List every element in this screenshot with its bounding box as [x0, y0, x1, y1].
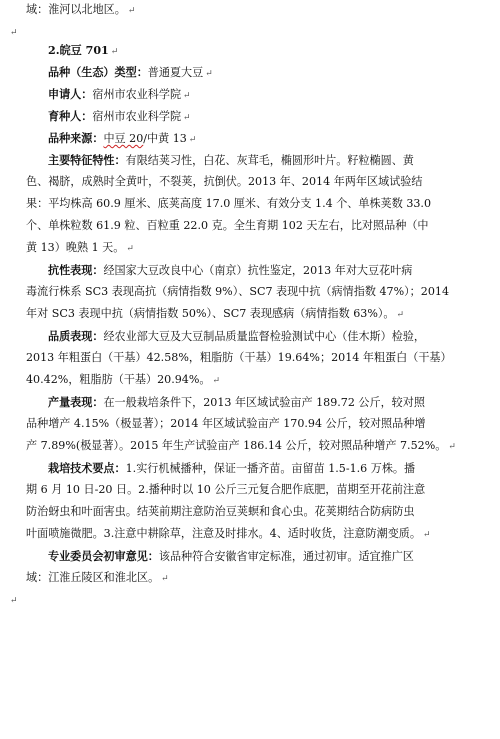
cultivation-line-1: 栽培技术要点：1.实行机械播种，保证一播齐苗。亩留苗 1.5-1.6 万株。播 [48, 461, 416, 475]
quality-line-1: 品质表现：经农业部大豆及大豆制品质量监督检验测试中心（佳木斯）检验， [48, 329, 425, 343]
opinion-line-2: 域：江淮丘陵区和淮北区。 ↵ [26, 571, 169, 584]
line-break-mark: ↵ [9, 28, 18, 38]
traits-line-1: 主要特征特性：有限结荚习性，白花、灰茸毛，椭圆形叶片。籽粒椭圆、黄 [48, 153, 414, 167]
breed-type-value: 普通夏大豆 [147, 66, 204, 79]
resistance-line-2: 毒流行株系 SC3 表现高抗（病情指数 9%）、SC7 表现中抗（病情指数 47%）；2014 [26, 285, 450, 298]
opinion-label: 专业委员会初审意见： [48, 549, 159, 563]
empty-line [8, 592, 496, 609]
yield-line-2: 品种增产 4.15%（极显著）；2014 年区域试验亩产 170.94 公斤，较对照品种增 [26, 417, 426, 430]
source-row: 品种来源：中豆 20/中黄 13 ↵ [48, 131, 197, 145]
text-line [26, 2, 496, 19]
cultivation-line-2: 期 6 月 10 日-20 日。2.播种时以 10 公斤三元复合肥作底肥，苗期至开花前注意 [26, 483, 426, 496]
quality-line-2: 2013 年粗蛋白（干基）42.58%，粗脂肪（干基）19.64%；2014 年粗蛋白（干基） [26, 351, 452, 364]
quality-line-3: 40.42%，粗脂肪（干基）20.94%。 ↵ [26, 373, 220, 386]
breed-type-label: 品种（生态）类型： [48, 65, 148, 79]
source-label: 品种来源： [48, 131, 104, 145]
line-break-mark: ↵ [9, 596, 18, 606]
traits-line-4: 个、单株粒数 61.9 粒、百粒重 22.0 克。全生育期 102 天左右，比对照品种（中 [26, 219, 429, 232]
breed-type-row: 品种（生态）类型：普通夏大豆 ↵ [48, 65, 213, 79]
quality-label: 品质表现： [48, 329, 104, 343]
breeder-label: 育种人： [48, 109, 93, 123]
cultivation-line-4: 叶面喷施微肥。3.注意中耕除草，注意及时排水。4、适时收货，注意防潮变质。 ↵ [26, 527, 431, 540]
resistance-line-3: 年对 SC3 表现中抗（病情指数 50%）、SC7 表现感病（病情指数 63%）。 ↵ [26, 307, 404, 320]
yield-line-3: 产 7.89%(极显著）。2015 年生产试验亩产 186.14 公斤，较对照品种增产 7.52%。 ↵ [26, 439, 456, 452]
yield-label: 产量表现： [48, 395, 104, 409]
breeder-row: 育种人：宿州市农业科学院 ↵ [48, 109, 191, 123]
opinion-line-1: 专业委员会初审意见：该品种符合安徽省审定标准，通过初审。适宜推广区 [48, 549, 414, 563]
traits-line-2: 色、褐脐，成熟时全黄叶，不裂荚，抗倒伏。2013 年、2014 年两年区域试验结 [26, 175, 423, 188]
applicant-label: 申请人： [48, 87, 93, 101]
yield-line-1: 产量表现：在一般栽培条件下，2013 年区域试验亩产 189.72 公斤，较对照 [48, 395, 425, 409]
region-text: 域：淮河以北地区。 [26, 3, 126, 16]
applicant-row: 申请人：宿州市农业科学院 ↵ [48, 87, 191, 101]
line-break-mark: ↵ [127, 6, 136, 16]
traits-label: 主要特征特性： [48, 153, 126, 167]
cultivation-line-3: 防治蚜虫和叶面害虫。结荚前期注意防治豆荚螟和食心虫。花荚期结合防病防虫 [26, 505, 415, 518]
empty-line [8, 24, 496, 41]
resistance-line-1: 抗性表现：经国家大豆改良中心（南京）抗性鉴定，2013 年对大豆花叶病 [48, 263, 413, 277]
traits-line-3: 果：平均株高 60.9 厘米、底荚高度 17.0 厘米、有效分支 1.4 个、单株荚数 33.0 [26, 197, 432, 210]
resistance-label: 抗性表现： [48, 263, 104, 277]
source-value-2: /中黄 13 [143, 132, 187, 145]
variety-title: 2.皖豆 701 ↵ [48, 43, 119, 57]
breeder-value: 宿州市农业科学院 [92, 110, 182, 123]
cultivation-label: 栽培技术要点： [48, 461, 126, 475]
source-value-1: 中豆 20 [103, 132, 144, 145]
traits-line-5: 黄 13）晚熟 1 天。 ↵ [26, 241, 134, 254]
applicant-value: 宿州市农业科学院 [92, 88, 182, 101]
